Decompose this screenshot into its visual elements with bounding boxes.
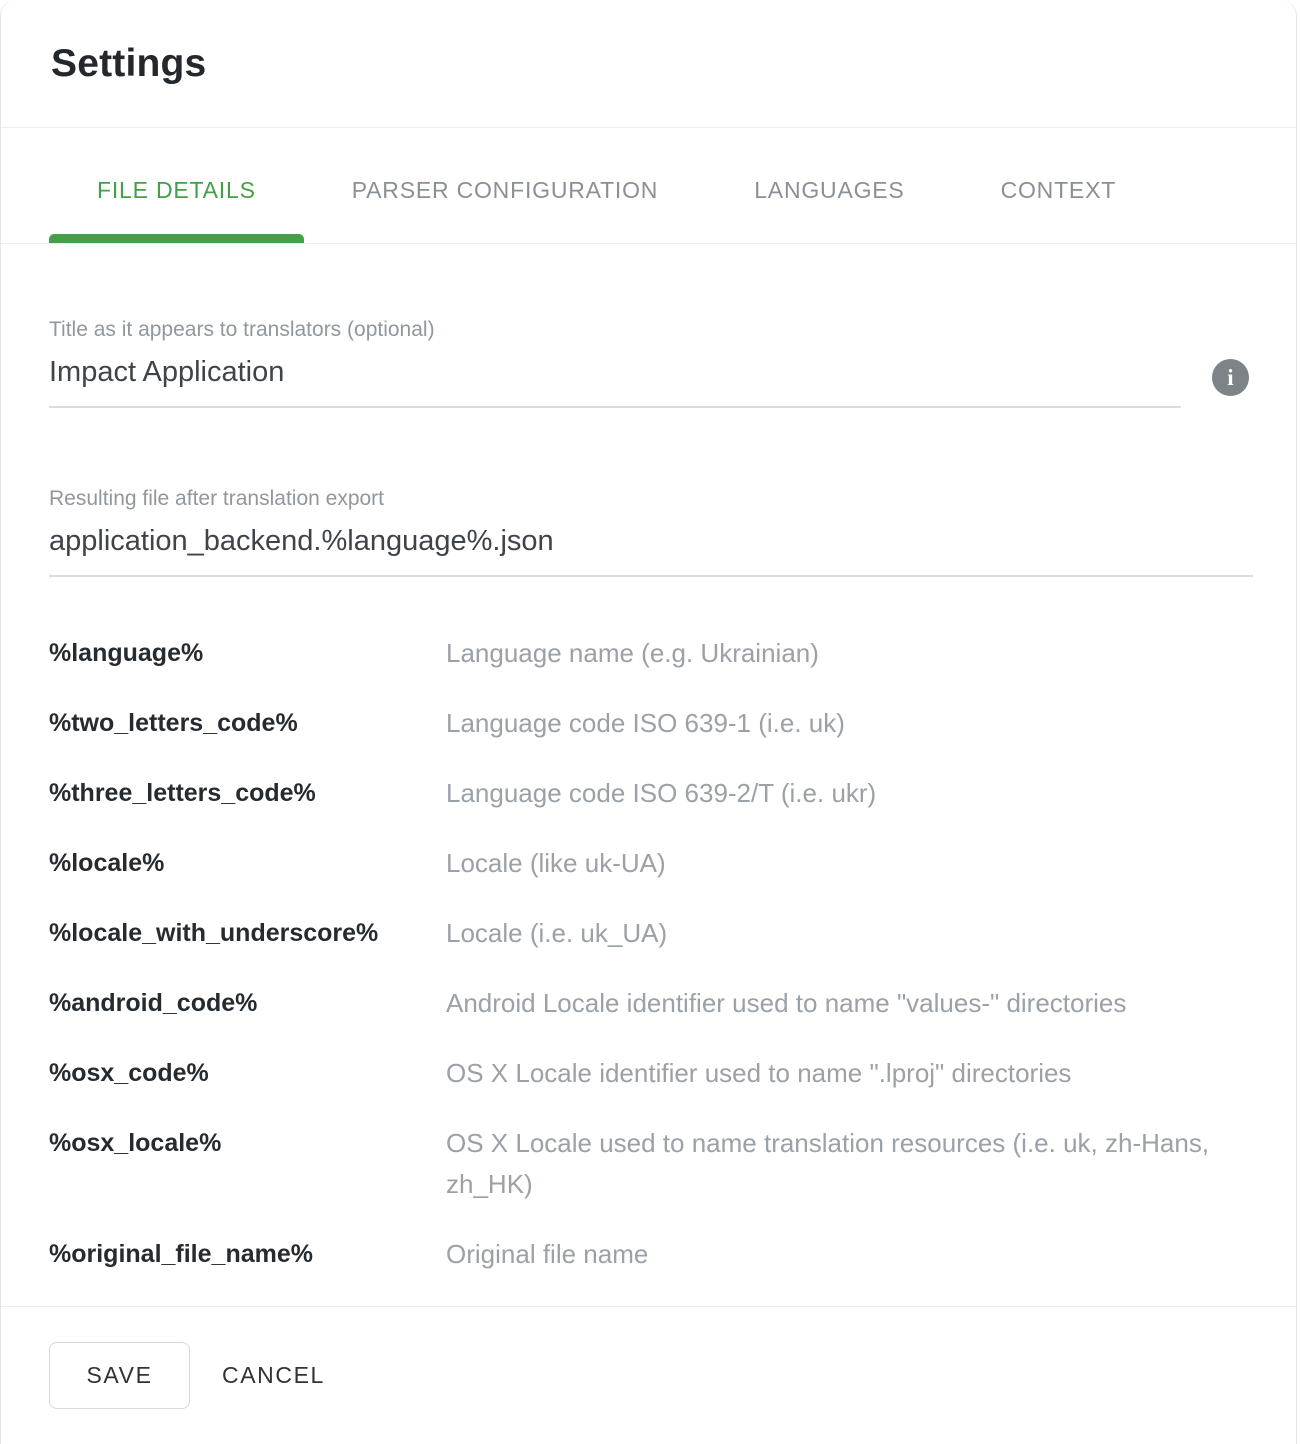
action-bar (1, 1306, 1296, 1409)
placeholder-name: %three_letters_code% (49, 779, 316, 807)
title-field (49, 317, 1251, 408)
placeholder-row (49, 1234, 1251, 1275)
export-pattern-input[interactable] (49, 524, 1253, 558)
placeholder-row (49, 913, 1251, 954)
placeholder-row (49, 633, 1251, 674)
placeholder-description: OS X Locale identifier used to name ".lproj" directories (446, 1058, 1072, 1088)
header (1, 0, 1296, 128)
file-details-content (1, 317, 1296, 1275)
placeholder-name: %locale_with_underscore% (49, 919, 379, 947)
tab-label: CONTEXT (1000, 177, 1117, 203)
placeholder-name: %locale% (49, 849, 165, 877)
tab-parser-configuration[interactable] (304, 128, 707, 243)
placeholder-name: %osx_locale% (49, 1129, 222, 1157)
placeholder-name: %osx_code% (49, 1059, 209, 1087)
placeholder-name: %android_code% (49, 989, 258, 1017)
placeholder-row (49, 703, 1251, 744)
save-button[interactable]: SAVE (49, 1342, 190, 1409)
cancel-button[interactable]: CANCEL (206, 1342, 341, 1409)
placeholder-description: Language name (e.g. Ukrainian) (446, 638, 819, 668)
placeholder-description: Language code ISO 639-1 (i.e. uk) (446, 708, 845, 738)
export-field-label: Resulting file after translation export (49, 487, 385, 510)
placeholder-name: %two_letters_code% (49, 709, 298, 737)
page-title: Settings (51, 41, 207, 85)
tab-label: PARSER CONFIGURATION (351, 177, 659, 203)
tab-file-details[interactable] (49, 128, 304, 243)
title-field-label: Title as it appears to translators (optional) (49, 318, 435, 341)
tab-label: FILE DETAILS (97, 177, 256, 203)
export-input-underline (49, 511, 1253, 577)
export-pattern-field (49, 486, 1251, 577)
tab-bar (1, 128, 1296, 244)
title-input-underline (49, 342, 1181, 408)
placeholder-description: OS X Locale used to name translation resources (i.e. uk, zh-Hans, zh_HK) (446, 1128, 1210, 1199)
placeholder-description: Locale (like uk-UA) (446, 848, 666, 878)
title-input[interactable] (49, 355, 1181, 389)
placeholder-description: Language code ISO 639-2/T (i.e. ukr) (446, 778, 877, 808)
placeholder-row (49, 1053, 1251, 1094)
placeholder-description: Locale (i.e. uk_UA) (446, 918, 668, 948)
tab-context[interactable] (953, 128, 1165, 243)
placeholder-row (49, 1123, 1251, 1205)
placeholder-row (49, 843, 1251, 884)
placeholder-description: Original file name (446, 1239, 649, 1269)
tab-label: LANGUAGES (754, 177, 905, 203)
placeholder-name: %original_file_name% (49, 1240, 313, 1268)
info-icon[interactable]: i (1212, 359, 1249, 396)
placeholder-description: Android Locale identifier used to name "values-" directories (446, 988, 1127, 1018)
active-tab-indicator (49, 234, 304, 243)
placeholder-row (49, 983, 1251, 1024)
placeholder-row (49, 773, 1251, 814)
placeholder-table (49, 633, 1251, 1275)
placeholder-name: %language% (49, 639, 204, 667)
tab-languages[interactable] (706, 128, 952, 243)
